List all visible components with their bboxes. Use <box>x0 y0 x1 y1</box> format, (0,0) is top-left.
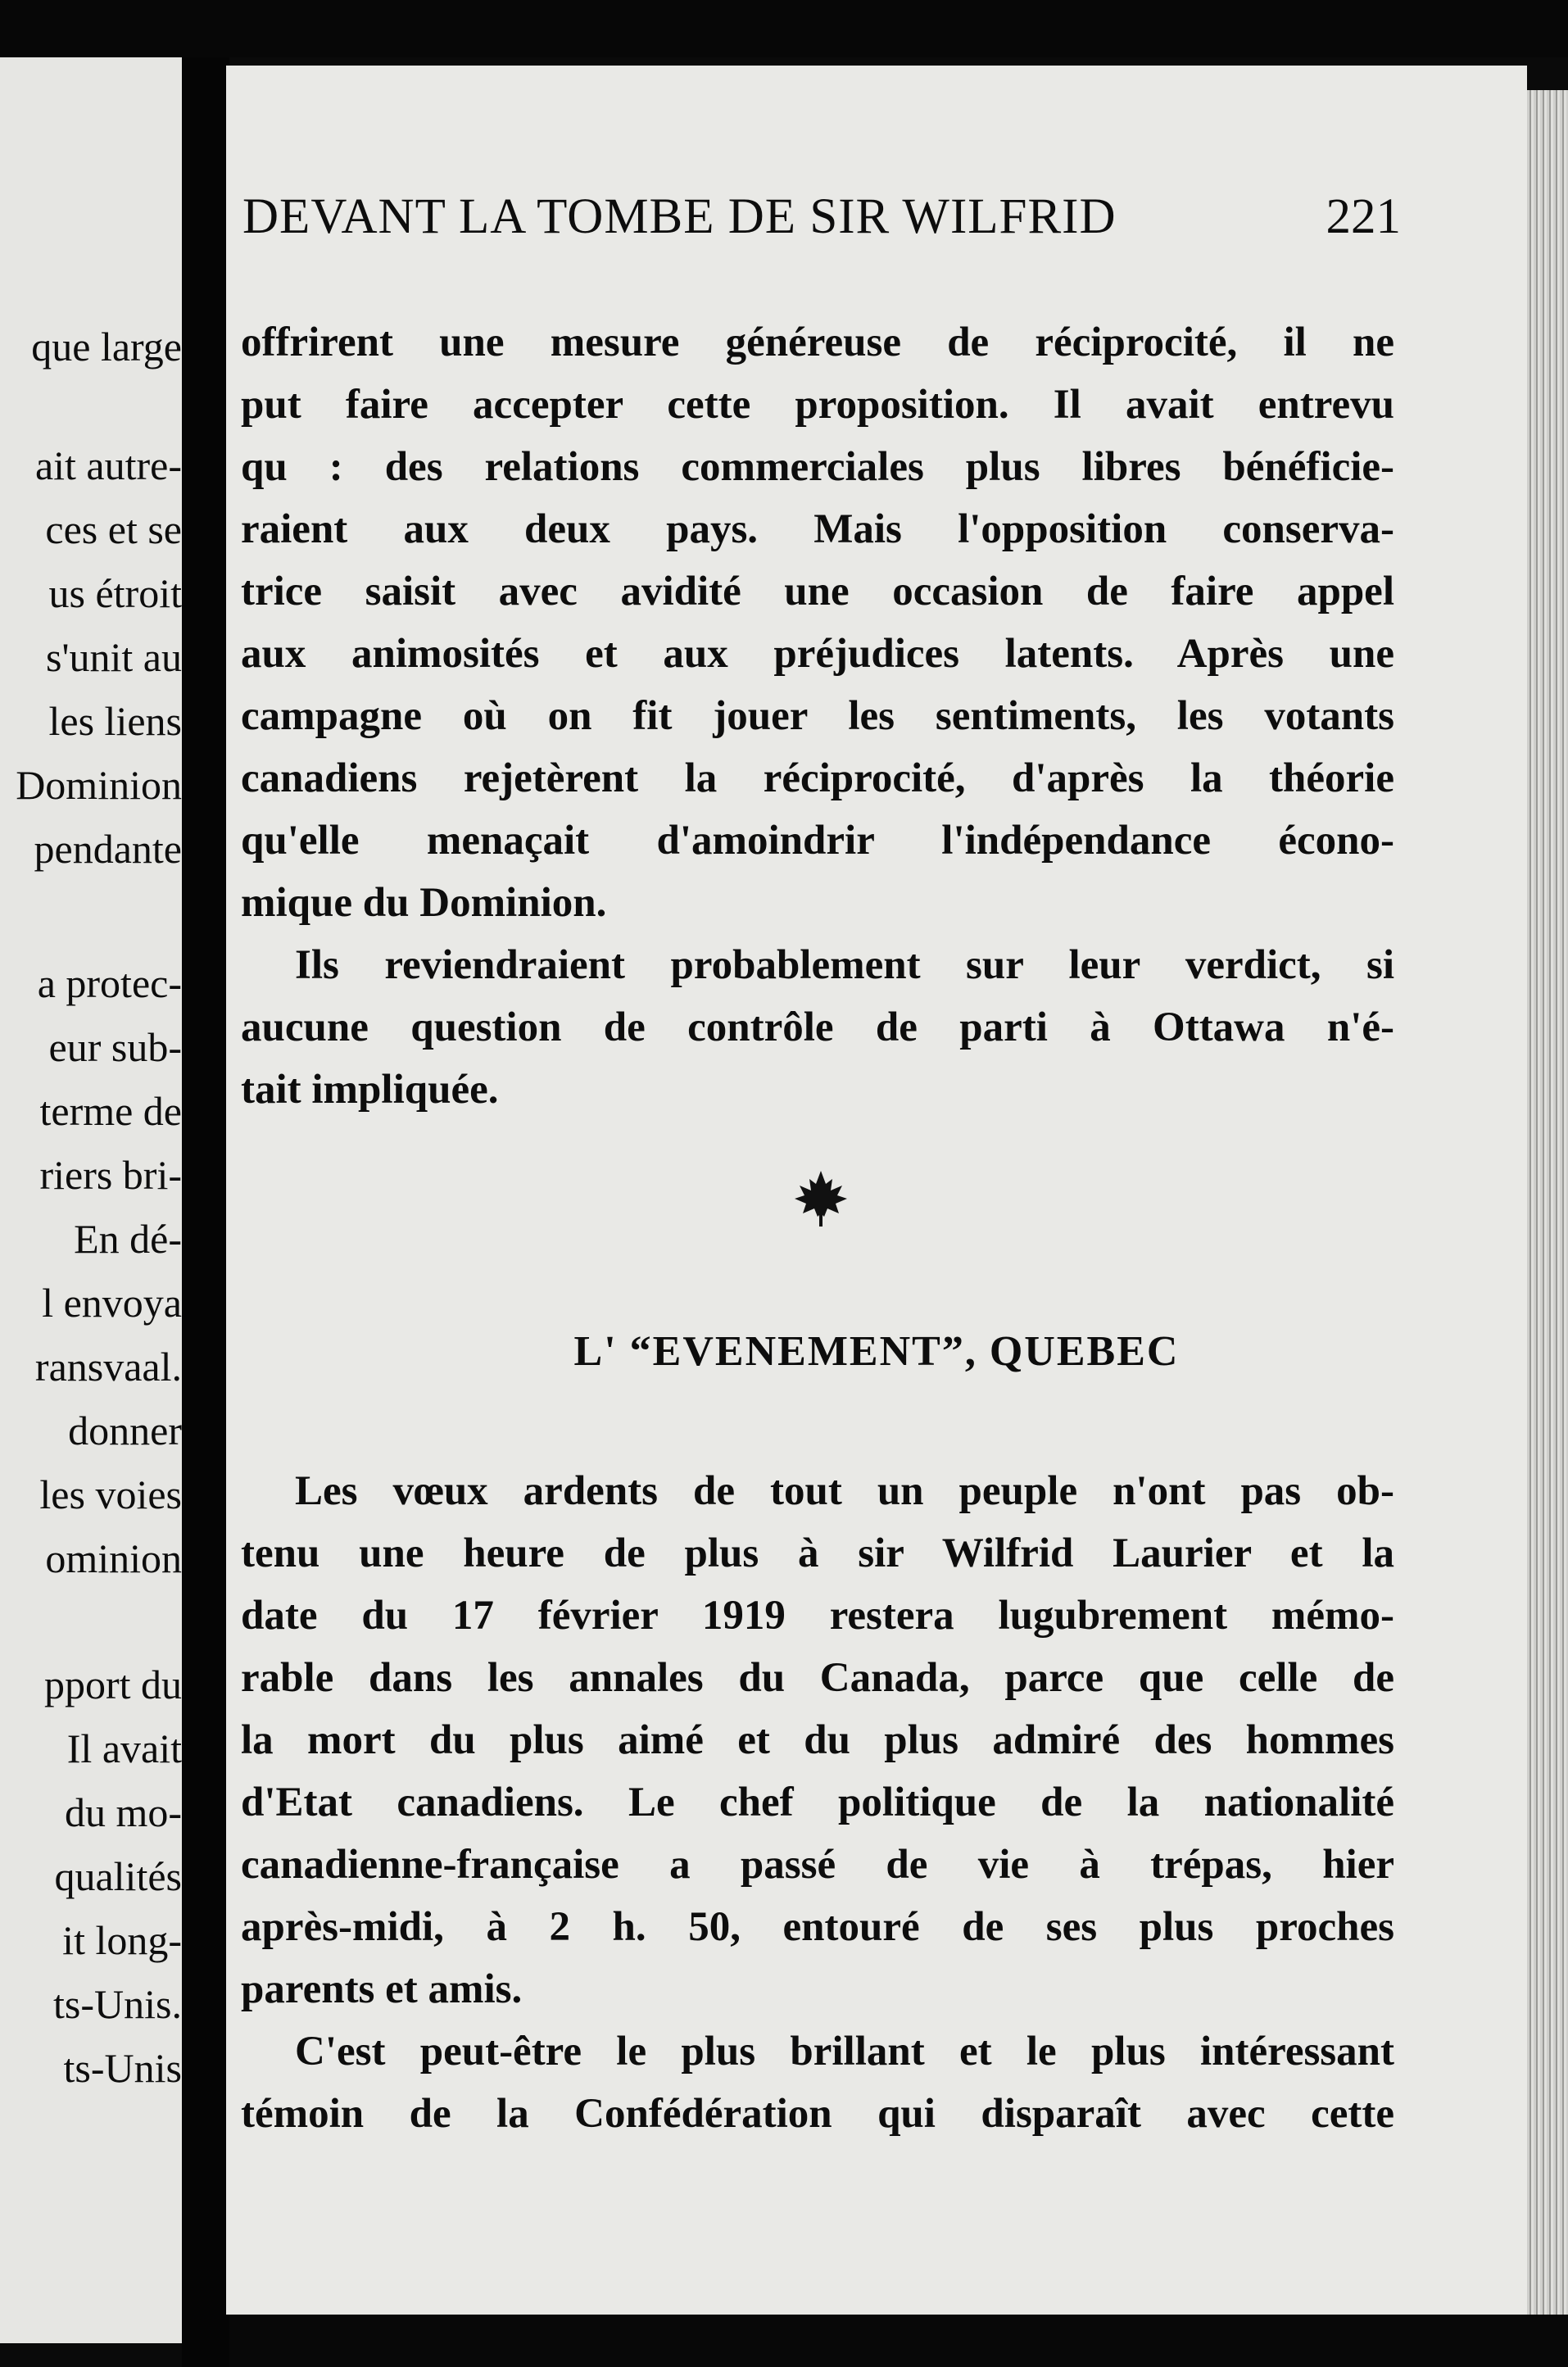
left-page-fragment: ts-Unis <box>63 2045 182 2091</box>
page-number: 221 <box>1326 189 1401 244</box>
left-page-fragment: ait autre- <box>34 442 182 488</box>
left-page-fragment: us étroit <box>48 570 182 616</box>
left-facing-page <box>0 57 187 2343</box>
left-page-fragment: du mo- <box>64 1789 182 1835</box>
book-page <box>226 66 1527 2315</box>
text-line: mique du Dominion. <box>241 880 607 926</box>
page-stack-edge <box>1527 90 1568 2335</box>
left-page-fragment: pport du <box>43 1662 182 1707</box>
left-page-fragment: En dé- <box>74 1216 182 1262</box>
text-line: campagne où on fit jouer les sentiments, les votants <box>241 693 1394 739</box>
binding-gutter <box>182 57 229 2367</box>
scan-top-border <box>0 0 1568 57</box>
text-line: Ils reviendraient probablement sur leur verdict, si <box>295 942 1394 988</box>
text-line: put faire accepter cette proposition. Il avait entrevu <box>241 382 1394 428</box>
maple-leaf-icon <box>790 1168 852 1230</box>
text-line: raient aux deux pays. Mais l'opposition conserva- <box>241 506 1394 552</box>
left-page-fragment: ominion <box>45 1535 182 1581</box>
text-line: rable dans les annales du Canada, parce que celle de <box>241 1655 1394 1701</box>
text-line: canadiens rejetèrent la réciprocité, d'après la théorie <box>241 755 1394 801</box>
text-line: tenu une heure de plus à sir Wilfrid Laurier et la <box>241 1530 1394 1576</box>
left-page-fragment: eur sub- <box>48 1024 182 1070</box>
left-page-fragment: riers bri- <box>39 1152 182 1198</box>
left-page-fragment: ransvaal. <box>34 1344 182 1390</box>
left-page-fragment: s'unit au <box>46 634 182 680</box>
left-page-fragment: les liens <box>48 698 182 744</box>
text-line: canadienne-française a passé de vie à trépas, hier <box>241 1842 1394 1888</box>
text-line: aucune question de contrôle de parti à Ottawa n'é- <box>241 1004 1394 1050</box>
scan-bottom-border <box>229 2315 1568 2367</box>
text-line: date du 17 février 1919 restera lugubrement mémo- <box>241 1593 1394 1639</box>
left-page-fragment: ces et se <box>45 506 182 552</box>
left-page-fragment: l envoya <box>42 1280 182 1326</box>
text-line: aux animosités et aux préjudices latents. Après une <box>241 631 1394 677</box>
running-head: DEVANT LA TOMBE DE SIR WILFRID <box>242 189 1117 244</box>
text-line: témoin de la Confédération qui disparaît avec cette <box>241 2091 1394 2137</box>
left-page-fragment: a protec- <box>37 960 182 1006</box>
text-line: Les vœux ardents de tout un peuple n'ont pas ob- <box>295 1468 1394 1514</box>
left-page-fragment: donner <box>68 1408 182 1453</box>
text-line: tait impliquée. <box>241 1067 499 1113</box>
text-line: C'est peut-être le plus brillant et le plus intéressant <box>295 2029 1394 2075</box>
text-line: parents et amis. <box>241 1966 523 2012</box>
text-line: après-midi, à 2 h. 50, entouré de ses plus proches <box>241 1904 1394 1950</box>
left-page-fragment: que large <box>31 324 182 370</box>
left-page-fragment: it long- <box>62 1917 182 1963</box>
text-line: d'Etat canadiens. Le chef politique de la nationalité <box>241 1780 1394 1825</box>
left-page-fragment: terme de <box>39 1088 182 1134</box>
left-page-fragment: Dominion <box>16 762 182 808</box>
text-line: qu'elle menaçait d'amoindrir l'indépendance écono- <box>241 818 1394 864</box>
section-title: L' “EVENEMENT”, QUEBEC <box>573 1328 1180 1375</box>
left-page-fragment: qualités <box>54 1853 182 1899</box>
text-line: qu : des relations commerciales plus libres bénéficie- <box>241 444 1394 490</box>
left-page-fragment: pendante <box>34 826 182 872</box>
text-line: offrirent une mesure généreuse de réciprocité, il ne <box>241 320 1394 365</box>
page-header <box>242 188 1401 254</box>
left-page-fragment: les voies <box>39 1471 182 1517</box>
text-line: trice saisit avec avidité une occasion de faire appel <box>241 569 1394 614</box>
text-line: la mort du plus aimé et du plus admiré des hommes <box>241 1717 1394 1763</box>
left-page-fragment: Il avait <box>66 1725 182 1771</box>
left-page-fragment: ts-Unis. <box>53 1981 182 2027</box>
